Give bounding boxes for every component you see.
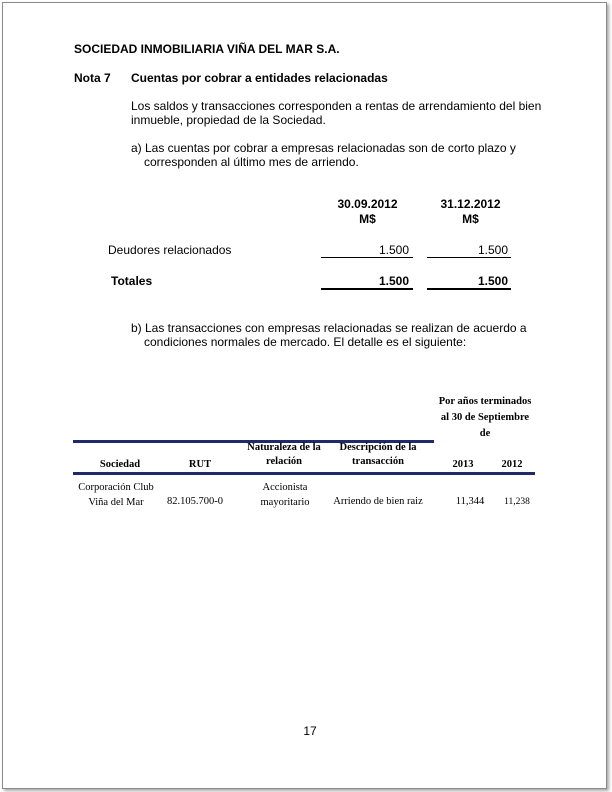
descripcion-header bbox=[330, 441, 426, 469]
page-number: 17 bbox=[303, 724, 317, 738]
deudores-label: Deudores relacionados bbox=[108, 243, 232, 257]
col1-date: 30.09.2012 bbox=[337, 197, 398, 211]
deudores-value-2: 1.500 bbox=[477, 243, 508, 257]
row-rut: 82.105.700-0 bbox=[167, 496, 223, 507]
naturaleza-header bbox=[236, 441, 332, 469]
row-sociedad-line-1: Corporación Club bbox=[78, 482, 154, 493]
company-title: SOCIEDAD INMOBILIARIA VIÑA DEL MAR S.A. bbox=[74, 42, 340, 56]
total-underline-1 bbox=[321, 288, 413, 290]
row-naturaleza bbox=[240, 480, 330, 510]
total-underline-2 bbox=[427, 288, 511, 290]
year-2012-header: 2012 bbox=[501, 459, 523, 470]
totales-value-1: 1.500 bbox=[378, 274, 409, 288]
col2-unit: M$ bbox=[462, 212, 479, 226]
row-naturaleza-line-1: Accionista bbox=[262, 482, 308, 493]
col1-unit: M$ bbox=[359, 212, 376, 226]
intro-line-1: Los saldos y transacciones corresponden a rentas de arrendamiento del bien bbox=[131, 99, 542, 113]
item-a-line-2: corresponden al último mes de arriendo. bbox=[144, 155, 359, 169]
year-2013-header: 2013 bbox=[452, 459, 474, 470]
totales-label: Totales bbox=[111, 274, 153, 288]
totales-value-2: 1.500 bbox=[477, 274, 508, 288]
row-sociedad bbox=[72, 480, 160, 510]
naturaleza-header-line-1: Naturaleza de la bbox=[247, 442, 321, 453]
naturaleza-header-line-2: relación bbox=[266, 456, 302, 467]
col2-date: 31.12.2012 bbox=[440, 197, 501, 211]
period-header-line-2: al 30 de Septiembre bbox=[440, 412, 530, 423]
note-number: Nota 7 bbox=[74, 71, 111, 85]
sociedad-header: Sociedad bbox=[99, 459, 141, 470]
period-header-line-1: Por años terminados bbox=[438, 396, 532, 407]
row-descripcion: Arriendo de bien raiz bbox=[333, 496, 423, 507]
row-sociedad-line-2: Viña del Mar bbox=[88, 497, 144, 508]
rut-header: RUT bbox=[188, 459, 212, 470]
descripcion-header-line-1: Descripción de la bbox=[339, 442, 417, 453]
deudores-value-1: 1.500 bbox=[378, 243, 409, 257]
row-value-2013: 11,344 bbox=[455, 496, 485, 507]
period-header bbox=[432, 394, 538, 442]
underline-2 bbox=[427, 257, 511, 258]
item-a-line-1: a) Las cuentas por cobrar a empresas relacionadas son de corto plazo y bbox=[131, 141, 516, 155]
row-value-2012: 11,238 bbox=[504, 497, 530, 507]
underline-1 bbox=[321, 257, 413, 258]
descripcion-header-line-2: transacción bbox=[352, 456, 404, 467]
row-naturaleza-line-2: mayoritario bbox=[260, 497, 310, 508]
item-b-line-2: condiciones normales de mercado. El detalle es el siguiente: bbox=[144, 335, 467, 349]
item-b-line-1: b) Las transacciones con empresas relacionadas se realizan de acuerdo a bbox=[131, 321, 527, 335]
period-header-line-3: de bbox=[479, 428, 491, 439]
note-title: Cuentas por cobrar a entidades relacionadas bbox=[131, 71, 388, 85]
header-bottom-rule bbox=[73, 472, 535, 475]
intro-line-2: inmueble, propiedad de la Sociedad. bbox=[131, 113, 326, 127]
